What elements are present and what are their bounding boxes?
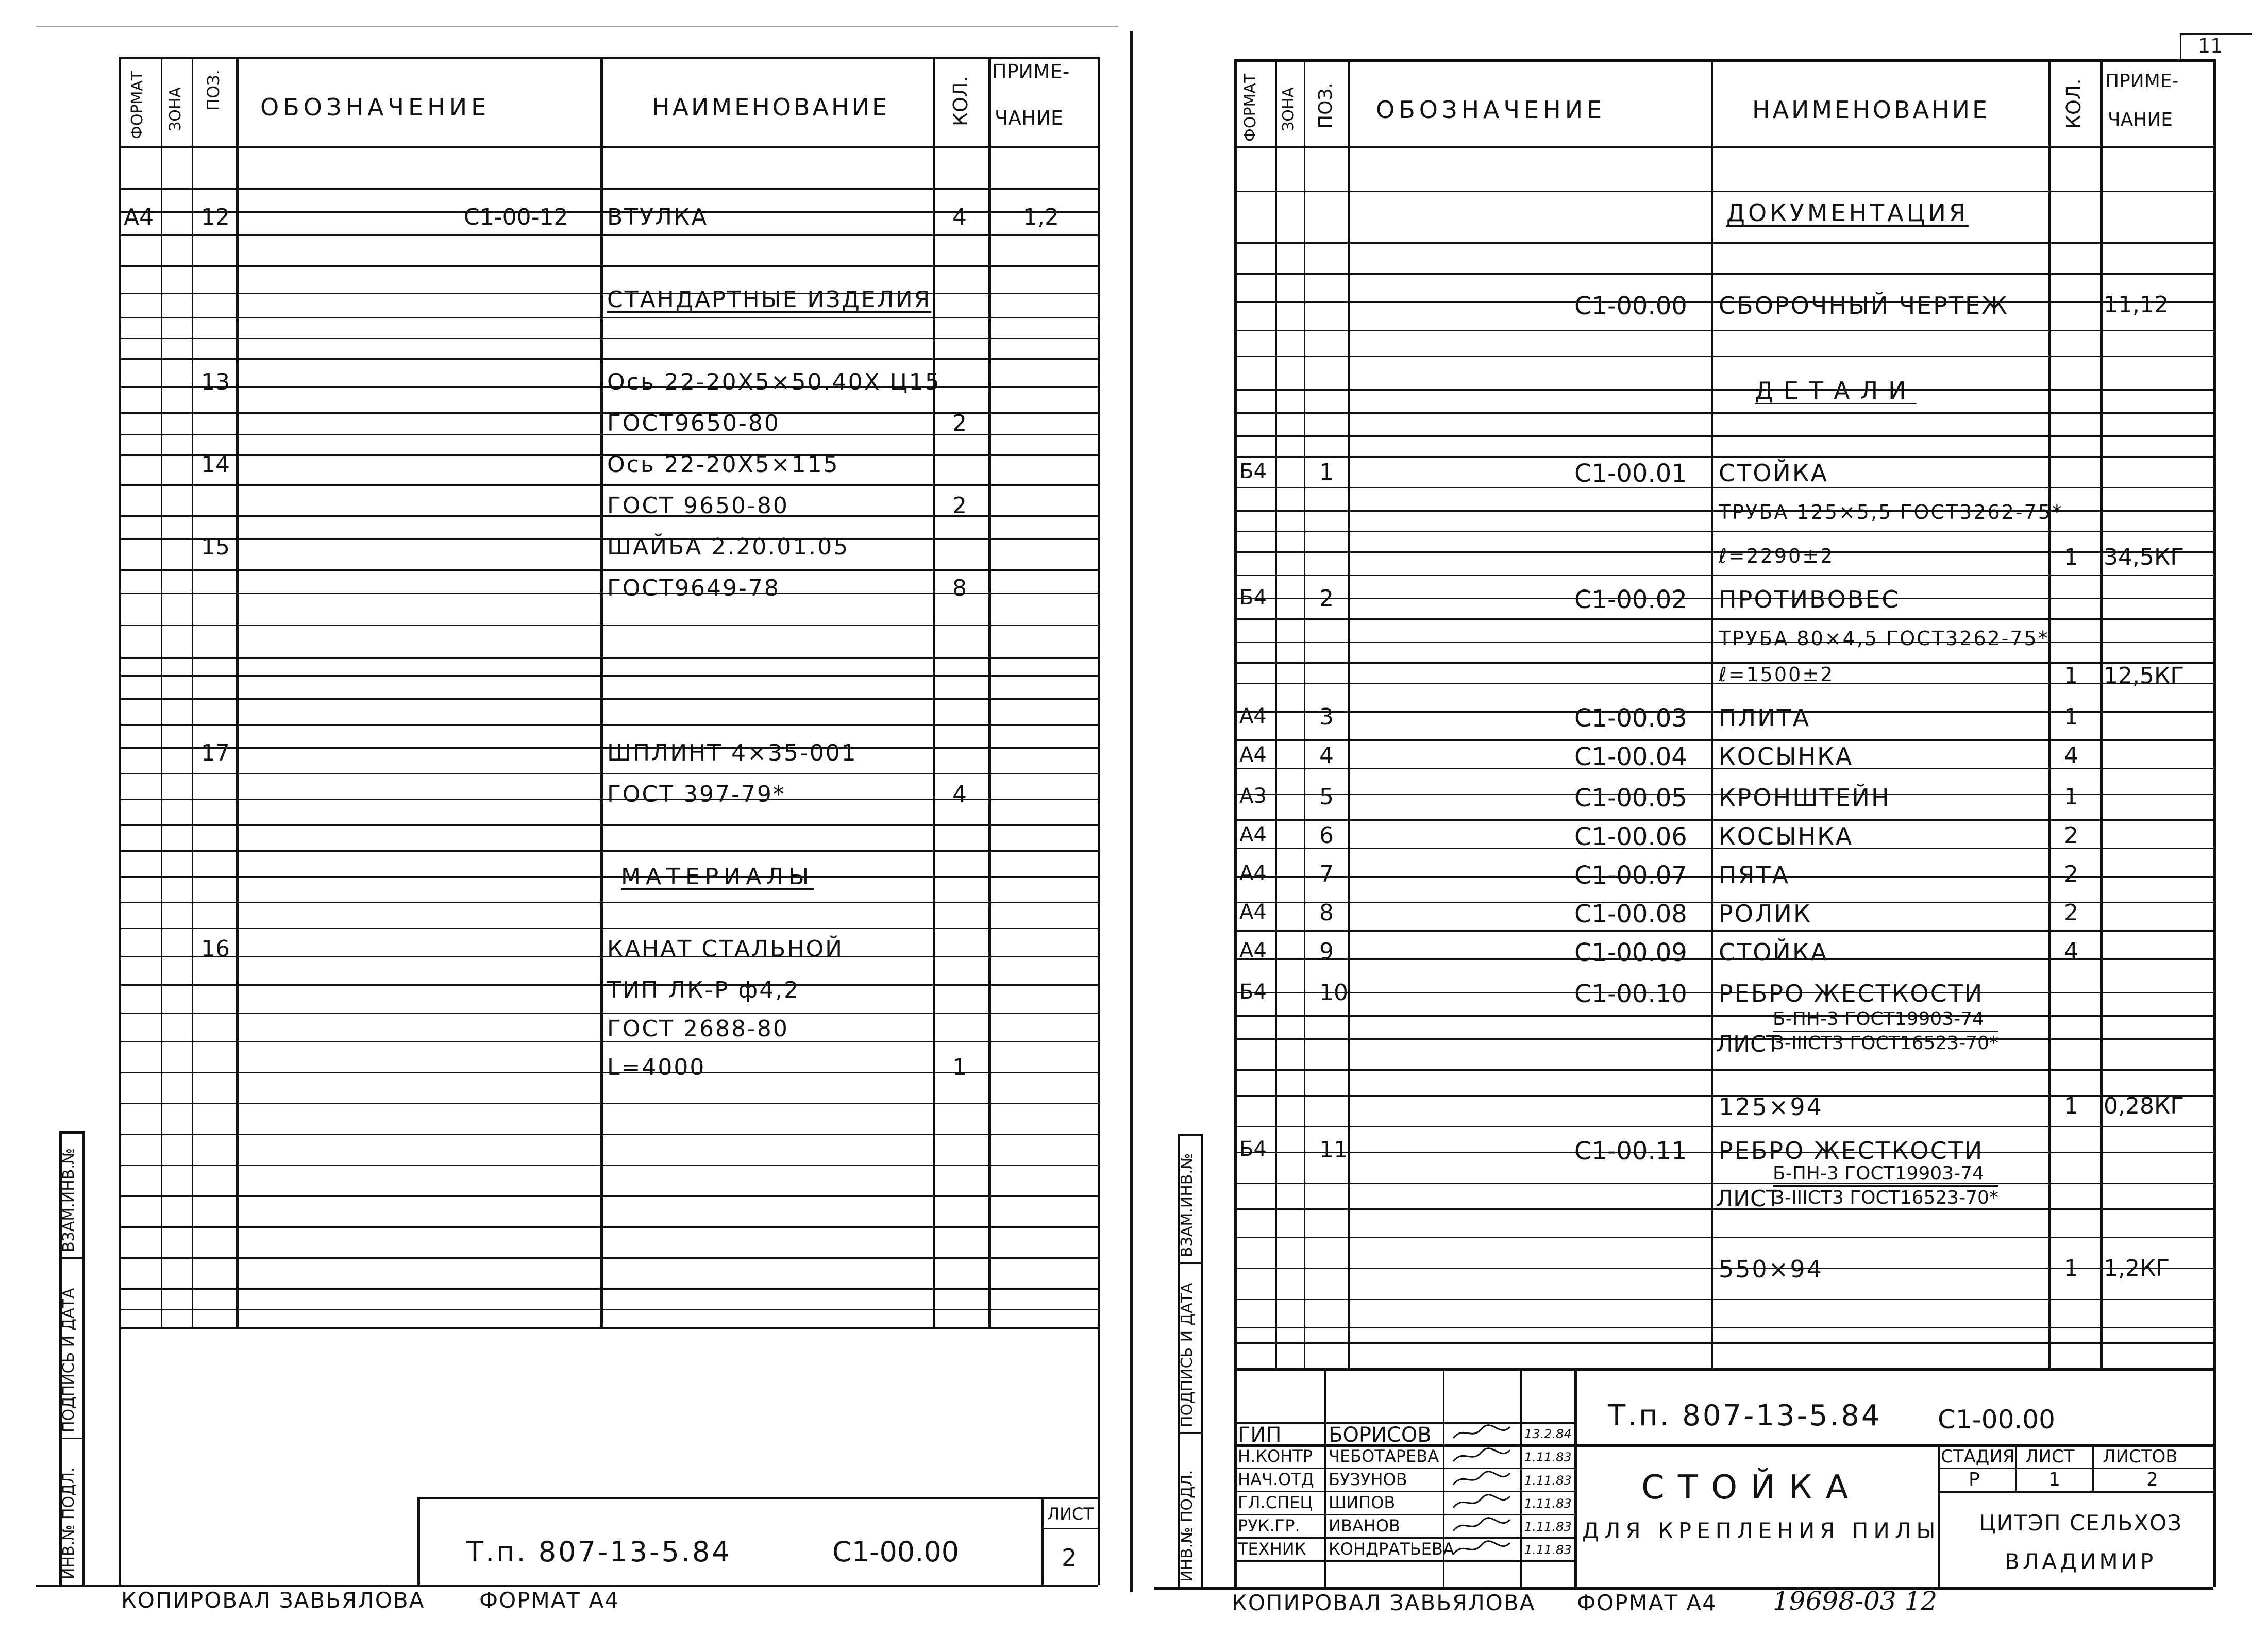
fraction-denominator: 3-IIIСТ3 ГОСТ16523-70*: [1773, 1033, 1998, 1054]
right-row-note: 0,28КГ: [2104, 1093, 2185, 1119]
side-label-inventory: ИНВ.№ ПОДЛ.: [60, 1467, 78, 1579]
row-rule: [119, 1309, 1098, 1310]
right-row-format: А3: [1239, 784, 1267, 808]
row-rule: [1234, 1126, 2213, 1127]
row-rule: [119, 569, 1098, 571]
row-rule: [1234, 242, 2213, 244]
row-rule: [119, 698, 1098, 700]
left-row-pos: 17: [201, 740, 230, 766]
header-designation: ОБОЗНАЧЕНИЕ: [260, 93, 491, 121]
row-rule: [1234, 739, 2213, 741]
right-row-name: 125×94: [1719, 1093, 1823, 1121]
row-rule: [1234, 1327, 2213, 1328]
left-row-name: ВТУЛКА: [607, 204, 709, 230]
title-block-designation: С1-00.00: [1938, 1405, 2055, 1435]
left-row-qty: 4: [952, 781, 967, 807]
right-row-format: Б4: [1239, 586, 1267, 610]
row-rule: [1234, 273, 2213, 275]
side-label-inventory-right: ИНВ.№ ПОДЛ.: [1178, 1470, 1196, 1582]
right-row-name: СТОЙКА: [1719, 459, 1828, 487]
title-block-title: СТОЙКА: [1641, 1469, 1862, 1507]
row-rule: [1234, 1069, 2213, 1071]
left-row-name: ГОСТ 2688-80: [607, 1016, 789, 1042]
row-rule: [1234, 456, 2213, 458]
tb-role: Н.КОНТР: [1238, 1446, 1313, 1466]
left-row-name: ГОСТ 9650-80: [607, 493, 789, 519]
right-row-qty: 1: [2064, 544, 2078, 570]
row-rule: [1234, 575, 2213, 576]
right-row-designation: С1-00.04: [1574, 743, 1687, 771]
right-row-name: КРОНШТЕЙН: [1719, 784, 1891, 812]
right-row-designation: С1-00.07: [1574, 861, 1687, 890]
row-rule: [119, 625, 1098, 626]
right-row-note: 34,5КГ: [2104, 544, 2185, 570]
right-row-pos: 5: [1319, 784, 1334, 810]
tb-date: 13.2.84: [1524, 1427, 1572, 1441]
right-row-designation: С1-00.09: [1574, 938, 1687, 967]
right-row-qty: 4: [2064, 938, 2078, 965]
right-row-format: А4: [1239, 704, 1267, 728]
header-note-right-2: ЧАНИЕ: [2108, 109, 2173, 130]
sheet-label: ЛИСТ: [2025, 1446, 2075, 1467]
row-rule: [1234, 1299, 2213, 1300]
tb-role: НАЧ.ОТД: [1238, 1470, 1314, 1489]
row-rule: [1234, 819, 2213, 821]
left-row-name: ГОСТ9650-80: [607, 410, 780, 436]
left-row-name: ТИП ЛК-Р ф4,2: [607, 977, 800, 1003]
right-row-name: СБОРОЧНЫЙ ЧЕРТЕЖ: [1719, 292, 2009, 319]
side-label-replaced-right: ВЗАМ.ИНВ.№: [1178, 1153, 1196, 1257]
row-rule: [1234, 487, 2213, 488]
row-rule: [119, 724, 1098, 726]
right-row-material-fraction: [1773, 1010, 1998, 1053]
row-rule: [119, 824, 1098, 826]
header-note-1: ПРИМЕ-: [992, 60, 1070, 83]
right-row-pos: 8: [1319, 900, 1334, 926]
right-row-designation: С1-00.06: [1574, 822, 1687, 851]
left-row-name: Ось 22-20Х5×115: [607, 451, 839, 478]
left-row-name: ШАЙБА 2.20.01.05: [607, 534, 850, 560]
right-row-designation: С1-00.10: [1574, 980, 1687, 1008]
side-label-signature: ПОДПИСЬ И ДАТА: [60, 1288, 78, 1432]
row-rule: [119, 1195, 1098, 1197]
header-zone-right: ЗОНА: [1280, 87, 1298, 131]
header-qty: КОЛ.: [949, 76, 972, 126]
tb-date: 1.11.83: [1524, 1496, 1572, 1511]
left-row-name: L=4000: [607, 1054, 706, 1081]
left-footer-format: ФОРМАТ А4: [479, 1588, 619, 1613]
tb-person-name: ЧЕБОТАРЕВА: [1329, 1446, 1439, 1466]
right-row-name: ПЛИТА: [1719, 704, 1811, 732]
title-block-subtitle: ДЛЯ КРЕПЛЕНИЯ ПИЛЫ: [1582, 1518, 1941, 1543]
right-row-format: А4: [1239, 743, 1267, 767]
right-row-name: ДЕТАЛИ: [1755, 377, 1917, 404]
right-row-name: 550×94: [1719, 1255, 1823, 1283]
row-rule: [119, 1103, 1098, 1104]
right-footer-inventory: 19698-03 12: [1773, 1586, 1938, 1616]
right-row-qty: 2: [2064, 900, 2078, 926]
right-row-designation: С1-00.05: [1574, 784, 1687, 813]
right-row-designation: С1-00.01: [1574, 459, 1687, 488]
row-rule: [119, 850, 1098, 852]
top-sheet-number: 11: [2198, 35, 2223, 57]
left-row-pos: 12: [201, 204, 230, 230]
right-row-note: 11,12: [2104, 292, 2169, 318]
row-rule: [1234, 531, 2213, 532]
title-block-code: Т.п. 807-13-5.84: [1608, 1399, 1882, 1432]
row-rule: [119, 1165, 1098, 1166]
right-row-format: Б4: [1239, 460, 1267, 483]
row-rule: [1234, 1342, 2213, 1344]
right-row-pos: 11: [1319, 1137, 1348, 1163]
right-row-pos: 1: [1319, 459, 1334, 485]
header-note-2: ЧАНИЕ: [995, 107, 1064, 129]
right-row-qty: 2: [2064, 861, 2078, 887]
right-footer-copied: КОПИРОВАЛ ЗАВЬЯЛОВА: [1232, 1590, 1536, 1615]
row-rule: [1234, 191, 2213, 192]
right-row-qty: 1: [2064, 1255, 2078, 1282]
right-row-pos: 4: [1319, 743, 1334, 769]
left-stamp-designation: С1-00.00: [832, 1536, 960, 1568]
row-rule: [119, 358, 1098, 360]
right-row-name: ПРОТИВОВЕС: [1719, 585, 1900, 613]
right-row-format: А4: [1239, 862, 1267, 885]
row-rule: [119, 902, 1098, 903]
right-row-name: РЕБРО ЖЕСТКОСТИ: [1719, 980, 1984, 1007]
right-row-sheet-prefix: ЛИСТ: [1716, 1186, 1780, 1212]
right-row-qty: 1: [2064, 704, 2078, 730]
left-footer-copied: КОПИРОВАЛ ЗАВЬЯЛОВА: [121, 1588, 425, 1613]
signature-mark: [1451, 1423, 1513, 1443]
header-note-right-1: ПРИМЕ-: [2105, 71, 2179, 92]
row-rule: [119, 928, 1098, 929]
header-format: ФОРМАТ: [128, 71, 146, 139]
right-row-pos: 2: [1319, 585, 1334, 612]
right-row-pos: 9: [1319, 938, 1334, 965]
header-zone: ЗОНА: [166, 87, 184, 131]
tb-date: 1.11.83: [1524, 1473, 1572, 1488]
right-row-qty: 2: [2064, 822, 2078, 849]
tb-role: ТЕХНИК: [1238, 1539, 1306, 1559]
sheet-value: 1: [2048, 1469, 2060, 1490]
right-row-name: КОСЫНКА: [1719, 743, 1854, 770]
left-row-name: Ось 22-20Х5×50.40Х Ц15: [607, 369, 941, 395]
row-rule: [1234, 356, 2213, 357]
header-designation-right: ОБОЗНАЧЕНИЕ: [1376, 96, 1606, 124]
left-row-name: ГОСТ 397-79*: [607, 781, 786, 807]
left-row-qty: 8: [952, 575, 967, 601]
header-name-right: НАИМЕНОВАНИЕ: [1752, 96, 1990, 124]
row-rule: [1234, 389, 2213, 391]
row-rule: [119, 675, 1098, 677]
left-row-pos: 13: [201, 369, 230, 395]
row-rule: [1234, 330, 2213, 331]
left-row-name: ШПЛИНТ 4×35-001: [607, 740, 858, 766]
right-row-name: ℓ=1500±2: [1719, 663, 1835, 686]
right-row-name: ДОКУМЕНТАЦИЯ: [1726, 199, 1969, 227]
row-rule: [1234, 412, 2213, 414]
row-rule: [119, 484, 1098, 486]
org-line-1: ЦИТЭП СЕЛЬХОЗ: [1979, 1510, 2182, 1536]
left-row-qty: 4: [952, 204, 967, 230]
row-rule: [119, 265, 1098, 267]
left-row-qty: 2: [952, 493, 967, 519]
right-row-name: РОЛИК: [1719, 900, 1812, 928]
row-rule: [1234, 930, 2213, 932]
row-rule: [1234, 1237, 2213, 1238]
side-label-signature-right: ПОДПИСЬ И ДАТА: [1178, 1283, 1196, 1427]
signature-mark: [1451, 1492, 1513, 1513]
right-row-format: А4: [1239, 823, 1267, 847]
row-rule: [119, 657, 1098, 659]
row-rule: [119, 1257, 1098, 1259]
tb-role: ГИП: [1238, 1423, 1282, 1447]
left-stamp-sheet-label: ЛИСТ: [1047, 1504, 1094, 1524]
left-row-note: 1,2: [1023, 204, 1059, 230]
tb-role: ГЛ.СПЕЦ: [1238, 1493, 1313, 1512]
left-stamp-code: Т.п. 807-13-5.84: [466, 1536, 732, 1568]
signature-mark: [1451, 1469, 1513, 1490]
row-rule: [119, 1226, 1098, 1228]
signature-mark: [1451, 1515, 1513, 1536]
right-row-name: РЕБРО ЖЕСТКОСТИ: [1719, 1137, 1984, 1165]
side-label-replaced: ВЗАМ.ИНВ.№: [60, 1148, 78, 1252]
left-row-name: СТАНДАРТНЫЕ ИЗДЕЛИЯ: [607, 286, 932, 313]
org-line-2: ВЛАДИМИР: [2005, 1549, 2157, 1574]
left-row-qty: 2: [952, 410, 967, 436]
right-row-name: ТРУБА 125×5,5 ГОСТ3262-75*: [1719, 501, 2063, 524]
row-rule: [119, 1013, 1098, 1014]
signature-mark: [1451, 1446, 1513, 1467]
tb-date: 1.11.83: [1524, 1543, 1572, 1557]
left-row-pos: 14: [201, 451, 230, 478]
header-pos-right: ПОЗ.: [1315, 82, 1336, 129]
sheets-value: 2: [2146, 1469, 2158, 1490]
left-row-format: А4: [124, 204, 154, 230]
row-rule: [119, 876, 1098, 878]
fraction-denominator: 3-IIIСТ3 ГОСТ16523-70*: [1773, 1187, 1998, 1208]
signature-mark: [1451, 1539, 1513, 1559]
row-rule: [119, 317, 1098, 318]
tb-date: 1.11.83: [1524, 1520, 1572, 1534]
right-row-pos: 3: [1319, 704, 1334, 730]
sheets-label: ЛИСТОВ: [2103, 1446, 2178, 1467]
right-row-pos: 10: [1319, 980, 1348, 1006]
tb-role: РУК.ГР.: [1238, 1516, 1300, 1536]
row-rule: [119, 1288, 1098, 1290]
header-qty-right: КОЛ.: [2062, 78, 2085, 129]
left-row-name: ГОСТ9649-78: [607, 575, 780, 601]
left-row-designation: С1-00-12: [464, 204, 568, 230]
row-rule: [1234, 1015, 2213, 1017]
stage-label: СТАДИЯ: [1941, 1446, 2015, 1467]
row-rule: [119, 773, 1098, 774]
right-row-note: 12,5КГ: [2104, 663, 2185, 689]
row-rule: [119, 234, 1098, 236]
row-rule: [1234, 1183, 2213, 1184]
fraction-numerator: Б-ПН-3 ГОСТ19903-74: [1773, 1010, 1998, 1032]
right-row-name: ПЯТА: [1719, 861, 1790, 889]
stage-value: Р: [1969, 1469, 1980, 1490]
right-row-format: Б4: [1239, 980, 1267, 1004]
right-row-qty: 1: [2064, 663, 2078, 689]
right-footer-format: ФОРМАТ А4: [1577, 1590, 1717, 1615]
right-row-name: КОСЫНКА: [1719, 822, 1854, 850]
right-row-designation: С1-00.03: [1574, 704, 1687, 733]
tb-person-name: БОРИСОВ: [1329, 1423, 1432, 1447]
right-row-name: ТРУБА 80×4,5 ГОСТ3262-75*: [1719, 627, 2049, 650]
right-row-pos: 7: [1319, 861, 1334, 887]
left-row-pos: 15: [201, 534, 230, 560]
tb-person-name: БУЗУНОВ: [1329, 1470, 1407, 1489]
tb-person-name: ИВАНОВ: [1329, 1516, 1400, 1536]
right-row-qty: 4: [2064, 743, 2078, 769]
right-row-format: А4: [1239, 939, 1267, 963]
right-row-designation: С1-00.08: [1574, 900, 1687, 929]
left-row-pos: 16: [201, 936, 230, 962]
right-row-material-fraction: [1773, 1165, 1998, 1207]
row-rule: [119, 338, 1098, 339]
tb-date: 1.11.83: [1524, 1450, 1572, 1464]
right-row-name: СТОЙКА: [1719, 938, 1828, 966]
tb-person-name: КОНДРАТЬЕВА: [1329, 1539, 1454, 1559]
header-name: НАИМЕНОВАНИЕ: [652, 93, 890, 121]
right-row-designation: С1-00.11: [1574, 1137, 1687, 1166]
left-row-name: МАТЕРИАЛЫ: [621, 864, 814, 890]
row-rule: [119, 188, 1098, 190]
header-pos: ПОЗ.: [204, 70, 223, 111]
row-rule: [119, 1134, 1098, 1135]
right-row-format: Б4: [1239, 1137, 1267, 1161]
tb-person-name: ШИПОВ: [1329, 1493, 1396, 1512]
right-row-sheet-prefix: ЛИСТ: [1716, 1031, 1780, 1057]
left-stamp-sheet-value: 2: [1062, 1544, 1077, 1572]
right-row-qty: 1: [2064, 1093, 2078, 1119]
right-row-designation: С1-00.02: [1574, 585, 1687, 614]
right-row-note: 1,2КГ: [2104, 1255, 2170, 1282]
right-row-designation: С1-00.00: [1574, 292, 1687, 321]
header-format-right: ФОРМАТ: [1241, 73, 1259, 142]
left-row-name: КАНАТ СТАЛЬНОЙ: [607, 936, 844, 962]
right-row-name: ℓ=2290±2: [1719, 545, 1835, 567]
left-row-qty: 1: [952, 1054, 967, 1081]
right-row-qty: 1: [2064, 784, 2078, 810]
right-row-format: А4: [1239, 900, 1267, 924]
row-rule: [1234, 435, 2213, 437]
fraction-numerator: Б-ПН-3 ГОСТ19903-74: [1773, 1165, 1998, 1187]
right-row-pos: 6: [1319, 822, 1334, 849]
row-rule: [1234, 618, 2213, 620]
